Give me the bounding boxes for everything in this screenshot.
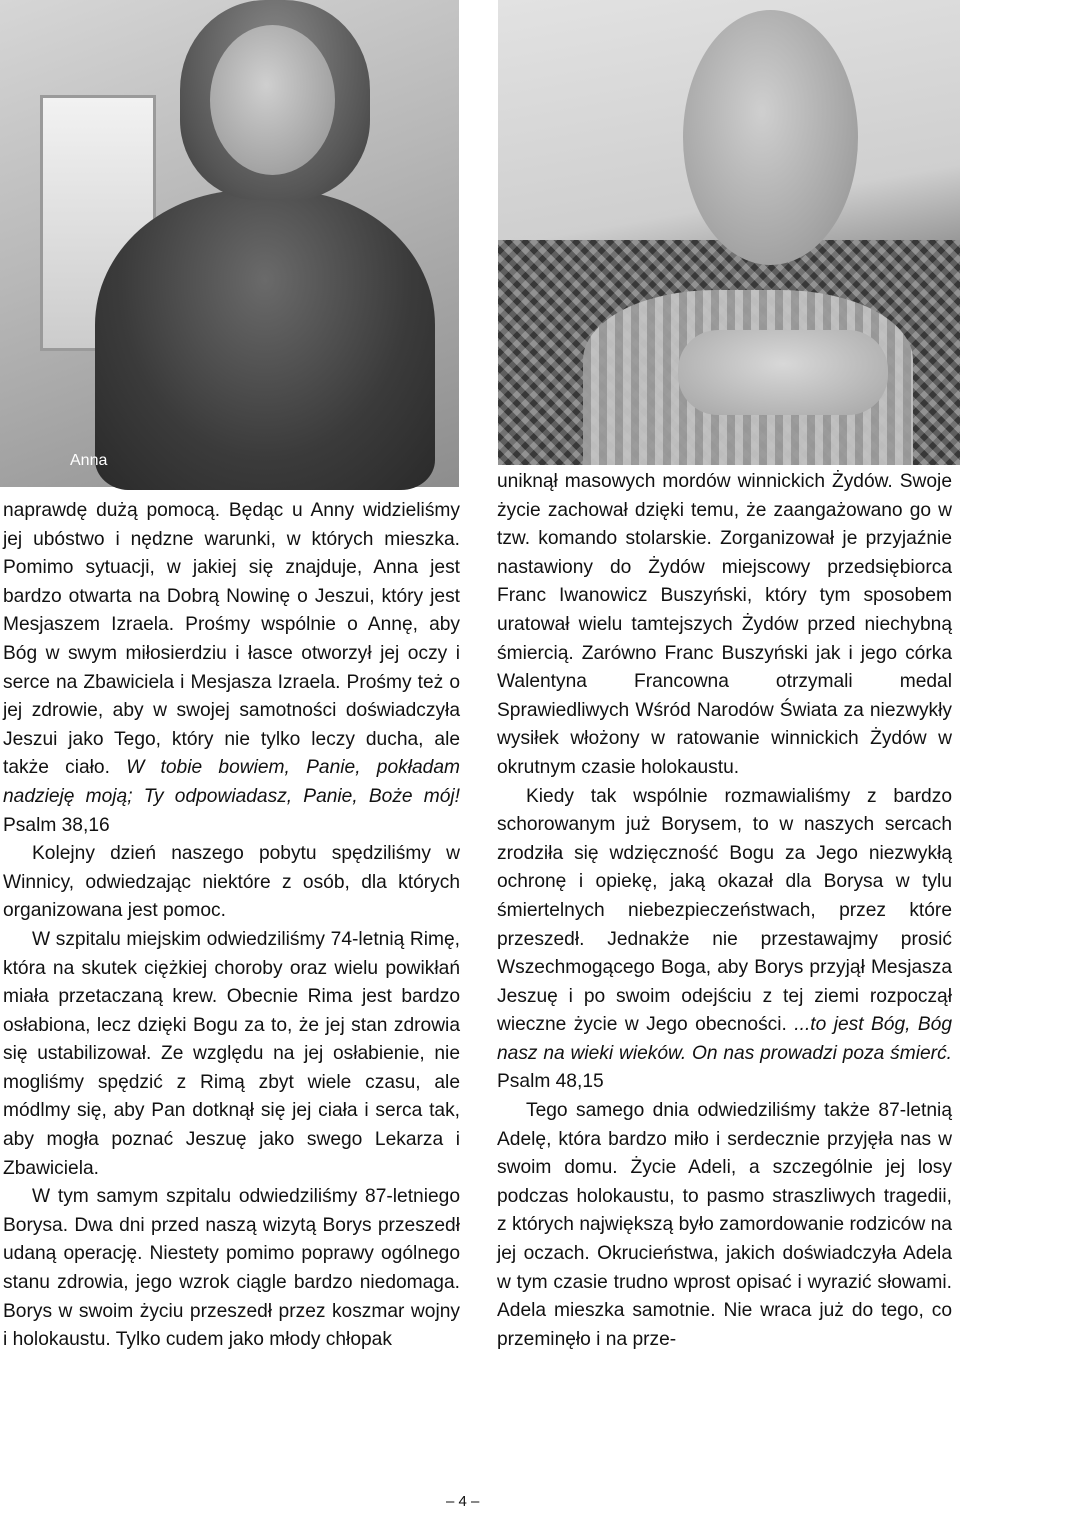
paragraph — [3, 840, 460, 926]
paragraph — [497, 783, 952, 1098]
paragraph-text: W tym samym szpitalu odwiedziliśmy 87-letniego Borysa. Dwa dni przed naszą wizytą Borys przeszedł udaną operację. Niestety pomimo poprawy ogólnego stanu zdrowia, jego wzrok ciągle bardzo niedomaga. Borys w swoim życiu przeszedł przez koszmar wojny i holokaustu. Tylko cudem jako młody chłopak — [3, 1186, 460, 1351]
paragraph-text: Psalm 48,15 — [497, 1071, 604, 1093]
paragraph-text: Kolejny dzień naszego pobytu spędziliśmy w Winnicy, odwiedzając niektóre z osób, dla których organizowana jest pomoc. — [3, 843, 460, 922]
photo-borys — [498, 0, 1069, 465]
paragraph-text: Psalm 38,16 — [3, 814, 110, 836]
paragraph-text: Tego samego dnia odwiedziliśmy także 87-letnią Adelę, która bardzo miło i serdecznie przyjęła nas w swoim domu. Życie Adeli, a szczególnie jej losy podczas holokaustu, to pasmo straszliwych tragedii, z których największą było zamordowanie rodziców na jej oczach. Okrucieństwa, jakich doświadczyła Adela w tym czasie trudno wprost opisać i wyrazić słowami. Adela mieszka samotnie. Nie wraca już do tego, co przeminęło i na prze- — [497, 1100, 952, 1350]
paragraph — [3, 1183, 460, 1355]
photo-caption-borys: Borys — [1028, 28, 1069, 45]
paragraph — [497, 1097, 952, 1354]
paragraph-text: W szpitalu miejskim odwiedziliśmy 74-letnią Rimę, która na skutek ciężkiej choroby oraz wielu powikłań miała przetaczaną krew. Obecnie Rima jest bardzo osłabiona, lecz dzięki Bogu za to, że jej stan zdrowia się ustabilizował. Ze względu na jej osłabienie, nie mogliśmy spędzić z Rimą zbyt wiele czasu, ale módlmy się, aby Pan dotknął się jej ciała i serca tak, aby mogła poznać Jeszuę jako swego Lekarza i Zbawiciela. — [3, 928, 460, 1179]
page-number: – 4 – — [446, 1493, 480, 1510]
paragraph-text: naprawdę dużą pomocą. Będąc u Anny widzieliśmy jej ubóstwo i nędzne warunki, w których mieszka. Pomimo sytuacji, w jakiej się znajduje, Anna jest bardzo otwarta na Dobrą Nowinę o Jeszui, który jest Mesjaszem Izraela. Prośmy wspólnie o Annę, aby Bóg w swym miłosierdziu i łasce otworzył jej oczy i serce na Zbawiciela i Mesjasza Izraela. Prośmy też o jej zdrowie, aby w swojej samotności doświadczyła Jeszui jako Tego, który nie tylko leczy ducha, ale także ciało. — [3, 500, 460, 779]
photo-face — [683, 10, 858, 265]
psalm-quote: W tobie bowiem, Panie, pokładam nadzieję moją; Ty odpowiadasz, Panie, Boże mój! — [3, 757, 460, 807]
paragraph-text: uniknął masowych mordów winnickich Żydów. Swoje życie zachował dzięki temu, że zaangażowano go w tzw. komando stolarskie. Zorganizował je przyjaźnie nastawiony do Żydów miejscowy przedsiębiorca Franc Iwanowicz Buszyński, który tym sposobem uratował wielu tamtejszych Żydów przed niechybną śmiercią. Zarówno Franc Buszyński jak i jego córka Walentyna Francowna otrzymali medal Sprawiedliwych Wśród Narodów Świata za niezwykły wysiłek włożony w ratowanie winnickich Żydów w okrutnym czasie holokaustu. — [497, 471, 952, 778]
psalm-quote: ...to jest Bóg, Bóg nasz na wieki wieków. On nas prowadzi poza śmierć. — [497, 1014, 952, 1064]
text-column-left — [3, 497, 460, 1355]
paragraph — [3, 926, 460, 1183]
paragraph — [3, 497, 460, 840]
photo-figure-body — [95, 190, 435, 490]
photo-anna — [0, 0, 459, 487]
paragraph — [497, 468, 952, 783]
text-column-right — [497, 468, 952, 1354]
photo-caption-anna: Anna — [70, 452, 108, 469]
photo-face — [210, 25, 335, 175]
photo-hand — [678, 330, 888, 415]
paragraph-text: Kiedy tak wspólnie rozmawialiśmy z bardzo schorowanym już Borysem, to w naszych sercach zrodziła się wdzięczność Bogu za Jego niezwykłą ochronę i opiekę, jaką okazał dla Borysa w tylu śmiertelnych niebezpieczeństwach, przez które przeszedł. Jednakże nie przestawajmy prosić Wszechmogącego Boga, aby Borys przyjął Mesjasza Jeszuę i po swoim odejściu z tej ziemi rozpoczął wieczne życie w Jego obecności. — [497, 785, 952, 1036]
